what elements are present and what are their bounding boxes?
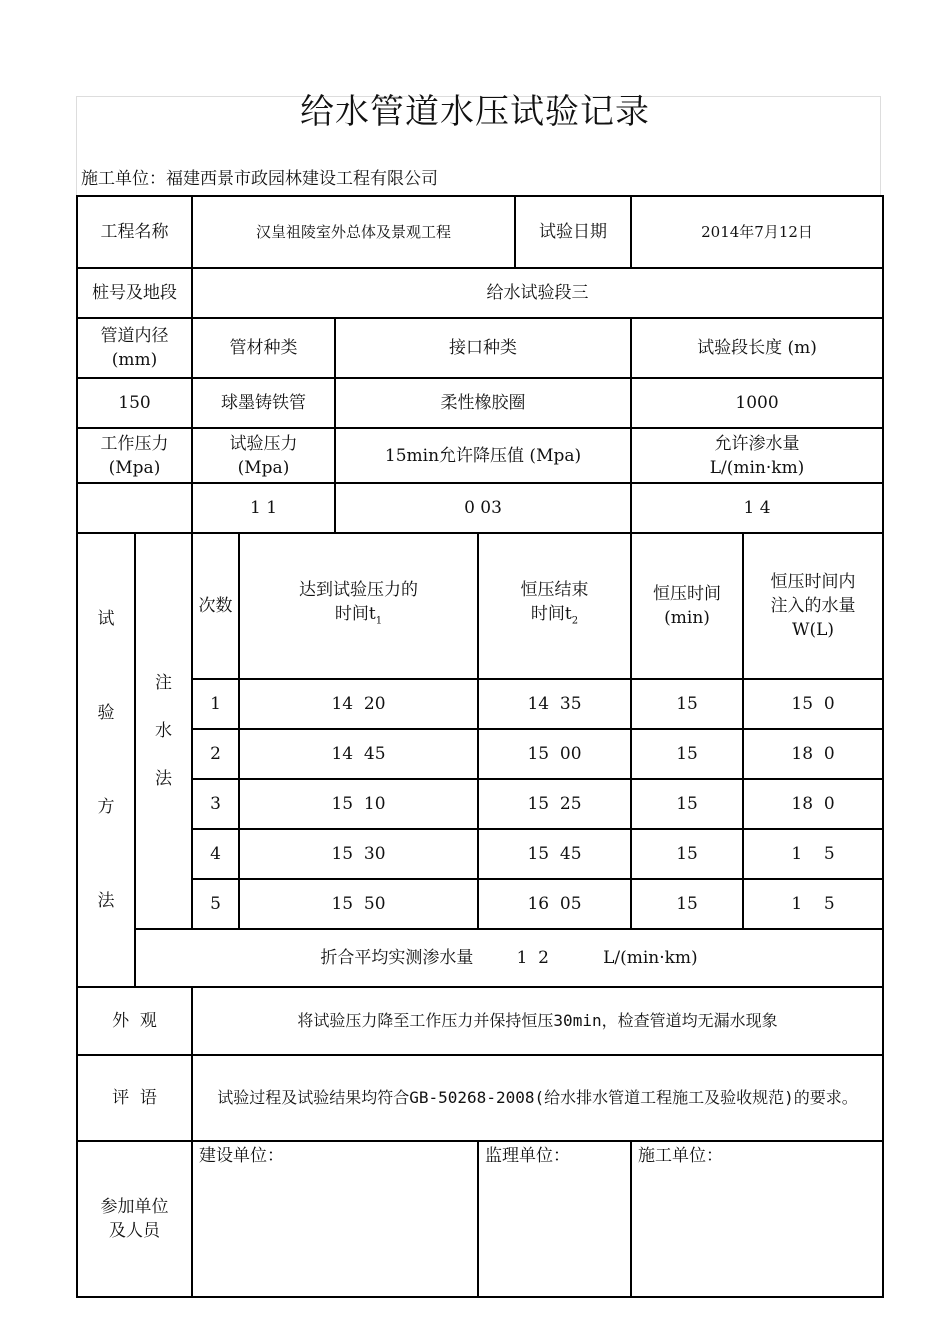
appearance-label: 外 观	[77, 987, 192, 1055]
t1-cell: 15 10	[239, 779, 478, 829]
t2-cell: 16 05	[478, 879, 631, 929]
average-seepage-row	[135, 929, 883, 987]
end-time-line2	[481, 602, 628, 633]
t2-cell: 14 35	[478, 679, 631, 729]
water-cell: 15 0	[743, 679, 883, 729]
test-pressure-line1: 试验压力	[229, 433, 298, 454]
water-cell: 1 5	[743, 879, 883, 929]
test-pressure-line2: (Mpa)	[237, 457, 290, 478]
average-seepage-unit: L/(min·km)	[603, 948, 698, 968]
t1-cell: 14 45	[239, 729, 478, 779]
water-cell: 18 0	[743, 729, 883, 779]
diameter-label-line2: (mm)	[111, 350, 158, 370]
supervisor-signature-cell	[478, 1141, 631, 1297]
contractor-signature-cell	[631, 1141, 883, 1297]
injected-water-line3: W(L)	[792, 620, 835, 640]
table-row	[77, 729, 883, 779]
work-pressure-label	[77, 428, 192, 483]
count-header: 次数	[192, 533, 239, 679]
test-pressure-value: 1 1	[192, 483, 335, 533]
test-date-label: 试验日期	[515, 196, 631, 268]
table-row	[77, 829, 883, 879]
allowed-seepage-line2: L/(min·km)	[709, 457, 805, 478]
table-row	[77, 779, 883, 829]
pressure-drop-label: 15min允许降压值 (Mpa)	[335, 428, 631, 483]
end-time-header	[478, 533, 631, 679]
method-vertical-label	[77, 533, 135, 987]
end-time-text: 时间t	[530, 604, 572, 625]
method-char: 验	[97, 703, 115, 723]
builder-label: 建设单位：	[199, 1146, 284, 1166]
comment-label: 评 语	[77, 1055, 192, 1141]
record-table	[76, 195, 884, 1298]
diameter-value: 150	[77, 378, 192, 428]
builder-signature-cell	[192, 1141, 478, 1297]
allowed-seepage-line1: 允许渗水量	[714, 433, 800, 454]
t1-cell: 15 50	[239, 879, 478, 929]
end-time-line1: 恒压结束	[520, 580, 589, 601]
length-label: 试验段长度 (m)	[631, 318, 883, 378]
t2-cell: 15 25	[478, 779, 631, 829]
work-pressure-line1: 工作压力	[100, 433, 169, 454]
end-time-sub: 2	[571, 615, 579, 627]
hold-cell: 15	[631, 729, 743, 779]
method-char: 法	[97, 891, 115, 911]
count-cell: 1	[192, 679, 239, 729]
comment-value: 试验过程及试验结果均符合GB-50268-2008(给水排水管道工程施工及验收规范)的要求。	[192, 1055, 883, 1141]
hold-cell: 15	[631, 879, 743, 929]
length-value: 1000	[631, 378, 883, 428]
t1-cell: 14 20	[239, 679, 478, 729]
reach-time-line1: 达到试验压力的	[299, 580, 418, 601]
allowed-seepage-value: 1 4	[631, 483, 883, 533]
hold-cell: 15	[631, 679, 743, 729]
injected-water-line1: 恒压时间内	[770, 572, 856, 592]
diameter-label-line1: 管道内径	[100, 326, 169, 346]
average-seepage-label: 折合平均实测渗水量	[320, 948, 474, 968]
participants-label	[77, 1141, 192, 1297]
count-cell: 5	[192, 879, 239, 929]
joint-value: 柔性橡胶圈	[335, 378, 631, 428]
injection-char: 注	[155, 673, 172, 693]
table-row	[77, 879, 883, 929]
construction-unit-line: 施工单位：福建西景市政园林建设工程有限公司	[81, 169, 438, 189]
appearance-value: 将试验压力降至工作压力并保持恒压30min，检查管道均无漏水现象	[192, 987, 883, 1055]
work-pressure-line2: (Mpa)	[108, 457, 161, 478]
method-char: 方	[97, 797, 115, 817]
hold-time-line2: (min)	[664, 608, 710, 628]
water-cell: 1 5	[743, 829, 883, 879]
work-pressure-value	[77, 483, 192, 533]
participants-line1: 参加单位	[100, 1197, 169, 1217]
test-date-value: 2014年7月12日	[631, 196, 883, 268]
project-name-label: 工程名称	[77, 196, 192, 268]
reach-time-header	[239, 533, 478, 679]
pressure-drop-value: 0 03	[335, 483, 631, 533]
reach-time-text: 时间t	[334, 604, 376, 625]
hold-time-line1: 恒压时间	[653, 584, 722, 604]
hold-cell: 15	[631, 779, 743, 829]
t2-cell: 15 00	[478, 729, 631, 779]
count-cell: 3	[192, 779, 239, 829]
injection-char: 水	[155, 721, 172, 741]
material-label: 管材种类	[192, 318, 335, 378]
joint-label: 接口种类	[335, 318, 631, 378]
hold-cell: 15	[631, 829, 743, 879]
t2-cell: 15 45	[478, 829, 631, 879]
test-pressure-label	[192, 428, 335, 483]
method-char: 试	[97, 609, 115, 629]
count-cell: 4	[192, 829, 239, 879]
table-row	[77, 679, 883, 729]
injected-water-line2: 注入的水量	[770, 596, 856, 616]
allowed-seepage-label	[631, 428, 883, 483]
injection-method-label	[135, 533, 192, 929]
participants-line2: 及人员	[109, 1221, 160, 1241]
count-cell: 2	[192, 729, 239, 779]
injection-char: 法	[155, 769, 172, 789]
water-cell: 18 0	[743, 779, 883, 829]
project-name-value: 汉皇祖陵室外总体及景观工程	[192, 196, 515, 268]
material-value: 球墨铸铁管	[192, 378, 335, 428]
contractor-label: 施工单位：	[638, 1146, 724, 1166]
page-title: 给水管道水压试验记录	[300, 92, 650, 132]
hold-time-header	[631, 533, 743, 679]
diameter-label	[77, 318, 192, 378]
injected-water-header	[743, 533, 883, 679]
section-label: 桩号及地段	[77, 268, 192, 318]
section-value: 给水试验段三	[192, 268, 883, 318]
average-seepage-value: 1 2	[516, 948, 550, 968]
reach-time-sub: 1	[375, 615, 383, 627]
reach-time-line2	[242, 602, 475, 633]
t1-cell: 15 30	[239, 829, 478, 879]
supervisor-label: 监理单位：	[485, 1146, 570, 1166]
